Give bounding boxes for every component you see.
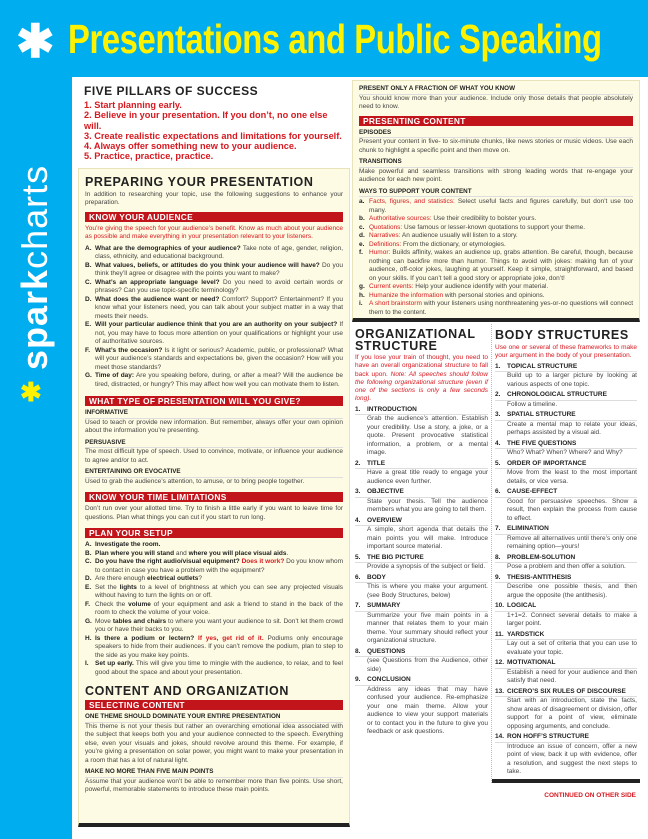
left-column xyxy=(78,80,350,827)
subheading: PRESENT ONLY A FRACTION OF WHAT YOU KNOW xyxy=(359,85,633,95)
item-number: 3. xyxy=(355,488,361,496)
item-number: 7. xyxy=(495,525,501,533)
item-text: An audience usually will listen to a story. xyxy=(400,232,518,239)
item-text: What’s the occasion? xyxy=(95,346,163,354)
list-item xyxy=(85,660,343,677)
item-title: CICERO’S SIX RULES OF DISCOURSE xyxy=(507,687,626,695)
item-letter: a. xyxy=(359,198,365,205)
item-title: SPATIAL STRUCTURE xyxy=(507,411,576,419)
list-item xyxy=(85,296,343,322)
numbered-heading xyxy=(495,411,637,421)
paragraph: The most difficult type of speech. Used to convince, motivate, or influence your audience to agree and/or to act. xyxy=(85,448,343,464)
item-letter: G. xyxy=(85,372,92,380)
item-text: Pose a problem and then offer a solution. xyxy=(507,563,626,571)
item-title: BODY xyxy=(367,573,386,581)
item-number: 3. xyxy=(495,411,501,419)
numbered-heading xyxy=(355,517,488,527)
item-text: lights xyxy=(119,583,137,591)
numbered-heading xyxy=(495,525,637,535)
content-title: CONTENT AND ORGANIZATION xyxy=(85,684,289,699)
item-text: Create a mental map to relate your ideas, perhaps assisted by a visual aid. xyxy=(507,420,637,437)
item-text: Start with an introduction, state the facts, show areas of disagreement or division, offer support for a point of view, eliminate opposing arguments, and conclude. xyxy=(507,697,637,730)
item-number: 8. xyxy=(355,647,361,655)
pillar-item: 1. Start planning early. xyxy=(84,100,182,110)
list-item xyxy=(85,279,343,296)
list-item xyxy=(359,241,633,250)
item-letter: B. xyxy=(85,549,92,557)
item-text: From the dictionary, or etymologies. xyxy=(401,240,506,248)
body-structures xyxy=(492,324,640,783)
preparing-intro: In addition to researching your topic, use the following suggestions to enhance your preparation. xyxy=(85,190,343,207)
numbered-heading xyxy=(355,488,488,498)
item-title: THE FIVE QUESTIONS xyxy=(507,439,577,447)
item-text: Do you have the right audio/visual equipment? xyxy=(95,558,240,566)
item-text: electrical outlets xyxy=(147,575,199,583)
selecting-list-cont xyxy=(359,85,633,112)
audience-intro: You’re giving the speech for your audience’s benefit. Know as much about your audience as possible and make everything in your presentation relevant to your listeners. xyxy=(85,224,343,241)
preparing-title: PREPARING YOUR PRESENTATION xyxy=(85,174,314,189)
item-text: State your thesis. Tell the audience members what you are going to tell them. xyxy=(367,497,488,514)
subheading: TRANSITIONS xyxy=(359,158,633,168)
item-text: If yes, get rid of it. xyxy=(194,634,264,642)
list-item xyxy=(359,198,633,215)
item-letter: f. xyxy=(359,249,363,256)
numbered-heading xyxy=(355,676,488,686)
paragraph: Make powerful and seamless transitions with strong leading words that re-engage your audience for each new point. xyxy=(359,167,633,183)
item-text: Humanize the information xyxy=(369,291,444,299)
item-letter: E. xyxy=(85,321,92,329)
five-pillars xyxy=(78,80,350,168)
paragraph: Present your content in five- to six-minute chunks, like news stories or music videos. Use each chunk to highlight a specific point and then move on. xyxy=(359,138,633,154)
item-title: OVERVIEW xyxy=(367,516,402,524)
item-text: Help your audience identify with your material. xyxy=(413,283,549,290)
item-letter: b. xyxy=(359,215,365,222)
numbered-heading xyxy=(355,554,488,564)
item-text: Podiums only encourage speakers to hide from their audiences. If you can’t remove the podium, plan to step to the side as you make key points. xyxy=(95,634,343,659)
list-item xyxy=(359,215,633,224)
item-text: Does it work? xyxy=(239,558,285,566)
item-title: THE BIG PICTURE xyxy=(367,553,424,561)
item-text: Use their credibility to bolster yours. xyxy=(431,215,537,222)
body-title: BODY STRUCTURES xyxy=(495,328,629,342)
item-text: ? xyxy=(198,575,202,583)
item-text: Lay out a set of criteria that you can use to evaluate your topic. xyxy=(507,640,637,656)
item-letter: B. xyxy=(85,261,92,269)
pillar-item: 5. Practice, practice, practice. xyxy=(84,151,214,162)
time-text: Don’t run over your allotted time. Try to finish a little early if you want to leave time for questions. Plan what things you can cut if you start to run long. xyxy=(85,505,343,521)
organizational-structure xyxy=(352,324,492,783)
numbered-heading xyxy=(355,602,488,612)
section-bar: WHAT TYPE OF PRESENTATION WILL YOU GIVE? xyxy=(85,396,343,406)
subheading: INFORMATIVE xyxy=(85,409,343,419)
item-letter: C. xyxy=(85,558,92,566)
section-bar: PRESENTING CONTENT xyxy=(359,116,633,126)
list-item xyxy=(85,347,343,373)
item-letter: e. xyxy=(359,240,365,248)
item-letter: H. xyxy=(85,634,92,642)
item-letter: h. xyxy=(359,291,365,299)
numbered-heading xyxy=(495,659,637,669)
item-text: volume xyxy=(128,600,151,608)
item-text: What’s an appropriate language level? xyxy=(95,278,220,286)
support-list xyxy=(359,198,633,317)
org-intro: If you lose your train of thought, you need to have an overall organizational structure to fall back upon. Note: All speeches should follow the following organizational structure (even if one of the sections is only a few seconds long). xyxy=(355,354,488,403)
item-text: . xyxy=(286,549,289,557)
presenting-list xyxy=(359,129,633,185)
item-text: with personal stories and opinions. xyxy=(443,291,545,299)
numbered-heading xyxy=(495,631,637,641)
structures-row xyxy=(352,324,640,783)
item-letter: i. xyxy=(359,300,363,307)
numbered-heading xyxy=(495,488,637,498)
list-item xyxy=(85,541,343,550)
item-number: 9. xyxy=(495,573,501,581)
item-number: 6. xyxy=(355,573,361,581)
section-bar: PLAN YOUR SETUP xyxy=(85,528,343,538)
brand-logo: sparkcharts xyxy=(14,164,55,370)
item-letter: d. xyxy=(359,232,365,239)
item-text: What does the audience want or need? xyxy=(95,295,220,303)
list-item xyxy=(85,550,343,559)
item-number: 7. xyxy=(355,602,361,610)
item-title: MOTIVATIONAL xyxy=(507,659,556,667)
item-number: 12. xyxy=(495,659,505,667)
numbered-heading xyxy=(495,391,637,401)
item-letter: G. xyxy=(85,617,92,625)
list-item xyxy=(85,584,343,601)
list-item xyxy=(85,618,343,635)
item-text: Are you speaking before, during, or after a meal? Will the audience be tired, distracted, or hungry? This may affect how well you can motivate them to listen. xyxy=(95,372,343,388)
list-item xyxy=(359,232,633,241)
paragraph: This theme is not your thesis but rather an overarching emotional idea associated with the subject that keeps both you and your audience connected to the speech. Everything else, even your visuals and jokes, should revolve around this theme. For example, if you’re giving a presentation on solar power, you might want to make your presentation in a room that has a lot of natural light. xyxy=(85,722,343,764)
right-column xyxy=(352,80,640,800)
selecting-list xyxy=(85,713,343,795)
item-text: Set up early. xyxy=(95,660,134,668)
item-title: QUESTIONS xyxy=(367,647,406,655)
item-text: Narratives: xyxy=(369,232,401,239)
item-text: Select useful facts and figures carefully, but don’t use too many. xyxy=(369,198,633,214)
item-title: OBJECTIVE xyxy=(367,488,404,496)
item-text: of your equipment and ask a friend to stand in the back of the room to check the volume of your voice. xyxy=(95,600,343,617)
numbered-heading xyxy=(355,460,488,470)
numbered-heading xyxy=(495,440,637,450)
item-text: A simple, short agenda that details the main points you will make. Introduce important source material. xyxy=(367,526,488,551)
list-item xyxy=(85,321,343,347)
item-number: 2. xyxy=(355,459,361,467)
item-title: INTRODUCTION xyxy=(367,405,417,413)
item-letter: F. xyxy=(85,600,91,608)
item-title: CAUSE-EFFECT xyxy=(507,488,558,496)
item-text: and xyxy=(174,549,189,557)
item-title: RON HOFF’S STRUCTURE xyxy=(507,733,589,741)
item-text: Plan where you will stand xyxy=(95,549,175,557)
item-text: to where you want your audience to sit. Don’t let them crowd you or have their backs to you. xyxy=(95,617,344,634)
item-text: What values, beliefs, or attitudes do you think your audience will have? xyxy=(95,261,320,269)
body-intro: Use one or several of these frameworks to make your argument in the body of your presentation. xyxy=(495,344,637,360)
item-text: Do you know whom to contact in case you have a problem with the equipment? xyxy=(95,558,343,574)
item-text: Summarize your five main points in a manner that relates them to your main theme. Your summary should reflect your organizational structure. xyxy=(367,611,488,645)
item-title: TOPICAL STRUCTURE xyxy=(507,362,578,370)
body-list xyxy=(495,363,637,777)
paragraph: You should know more than your audience. Include only those details that people absolutely need to know. xyxy=(359,94,633,110)
item-text: Address any ideas that may have confused your audience. Re-emphasize your one main theme. Allow your audience to view your support materials or to contact you in the future to give you feedback or ask questions. xyxy=(367,685,488,736)
numbered-heading xyxy=(355,406,488,416)
item-text: A short brainstorm xyxy=(369,300,422,307)
item-text: Current events: xyxy=(369,283,414,290)
list-item xyxy=(359,224,633,233)
item-title: TITLE xyxy=(367,459,386,467)
section-bar: SELECTING CONTENT xyxy=(85,700,343,710)
item-text: Is it light or serious? Academic, public, or professional? What will your audience’s standards and expectations be, given the occasion? How will you meet those standards? xyxy=(95,346,343,371)
list-item xyxy=(359,292,633,301)
section-bar: KNOW YOUR AUDIENCE xyxy=(85,212,343,222)
item-letter: A. xyxy=(85,244,92,252)
item-number: 5. xyxy=(495,459,501,467)
item-text: Introduce an issue of concern, offer a new point of view, back it up with evidence, offer a resolution, and suggest the next steps to take. xyxy=(507,742,637,776)
item-title: YARDSTICK xyxy=(507,630,545,638)
item-number: 1. xyxy=(355,405,361,413)
pillar-item: 3. Create realistic expectations and limitations for yourself. xyxy=(84,130,342,141)
item-letter: A. xyxy=(85,541,92,549)
section-bar: KNOW YOUR TIME LIMITATIONS xyxy=(85,492,343,502)
list-item xyxy=(85,635,343,661)
numbered-heading xyxy=(495,554,637,564)
item-text: Authoritative sources: xyxy=(369,215,432,222)
list-item xyxy=(85,262,343,279)
item-number: 8. xyxy=(495,553,501,561)
item-text: Good for persuasive speeches. Show a result, then explain the process from cause to effect. xyxy=(507,497,637,522)
item-text: with your listeners using nonthreatening yes-or-no questions will connect them to the content. xyxy=(369,300,633,316)
item-text: Use famous or lesser-known quotations to support your theme. xyxy=(402,223,586,231)
numbered-heading xyxy=(495,574,637,584)
item-letter: I. xyxy=(85,660,89,668)
item-number: 10. xyxy=(495,602,505,610)
item-text: Do you need to avoid certain words or phrases? Can you use topic-specific terminology? xyxy=(95,278,343,295)
subheading: PERSUASIVE xyxy=(85,439,343,449)
item-text: Establish a need for your audience and then satisfy that need. xyxy=(507,668,637,685)
item-text: (see Questions from the Audience, other side) xyxy=(367,657,488,673)
item-text: Definitions: xyxy=(369,240,402,248)
item-title: SUMMARY xyxy=(367,602,401,610)
item-title: LOGICAL xyxy=(507,602,537,610)
item-text: Who? What? When? Where? and Why? xyxy=(507,449,623,457)
asterisk-icon: ✱ xyxy=(16,15,55,67)
item-number: 14. xyxy=(495,733,505,741)
item-text: Move xyxy=(95,617,113,625)
list-item xyxy=(85,575,343,584)
item-text: Check the xyxy=(95,600,129,608)
item-letter: F. xyxy=(85,346,91,354)
item-text: What are the demographics of your audience? xyxy=(95,244,241,252)
subheading: ENTERTAINING OR EVOCATIVE xyxy=(85,468,343,478)
item-number: 11. xyxy=(495,630,504,638)
subheading: MAKE NO MORE THAN FIVE MAIN POINTS xyxy=(85,768,343,778)
item-text: Build up to a larger picture by looking at various aspects of one topic. xyxy=(507,372,637,388)
page-title: Presentations and Public Speaking xyxy=(68,16,602,62)
item-text: Investigate the room. xyxy=(95,541,161,549)
asterisk-icon: ✱ xyxy=(20,377,42,407)
item-letter: E. xyxy=(85,583,92,591)
item-number: 1. xyxy=(495,362,501,370)
types-list xyxy=(85,409,343,486)
item-text: Take note of age, gender, religion, class, ethnicity, and educational background. xyxy=(95,244,343,261)
list-item xyxy=(359,283,633,292)
item-number: 6. xyxy=(495,488,501,496)
list-item xyxy=(359,300,633,317)
item-text: Move from the least to the most important details, or vice versa. xyxy=(507,469,637,485)
item-text: Builds affinity, wakes an audience up, grabs attention. Be careful, though, because nothing can backfire more than humor. Things to avoid with jokes: making fun of your audience, off-color jokes, laughing at yourself. Keep it simple, straightforward, and based on your skills. If you can’t tell a good story or appropriate joke, don’t! xyxy=(369,249,633,282)
right-top-section xyxy=(352,80,640,322)
paragraph: Used to grab the audience’s attention, to amuse, or to bring people together. xyxy=(85,477,305,485)
item-text: Humor: xyxy=(369,249,391,256)
item-letter: c. xyxy=(359,223,365,231)
item-text: 1+1=2. Connect several details to make a larger point. xyxy=(507,611,637,628)
paragraph: Assume that your audience won’t be able to remember more than five points. Use short, powerful, memorable statements to introduce these main points. xyxy=(85,777,343,794)
item-number: 4. xyxy=(495,439,501,447)
item-text: Describe one possible thesis, and then argue the opposite (the antithesis). xyxy=(507,583,637,599)
item-number: 9. xyxy=(355,676,361,684)
item-title: PROBLEM-SOLUTION xyxy=(507,553,576,561)
numbered-heading xyxy=(495,460,637,470)
item-text: Facts, figures, and statistics: xyxy=(369,198,455,205)
paragraph: Used to teach or provide new information. But remember, always offer your own opinion about the information you’re presenting. xyxy=(85,418,343,435)
item-text: This will give you time to mingle with the audience, to relax, and to feel good about the space and about your presentation. xyxy=(95,660,343,676)
item-text: Are there enough xyxy=(95,575,148,583)
org-list xyxy=(355,406,488,737)
list-item xyxy=(85,245,343,262)
pillar-item: 4. Always offer something new to your audience. xyxy=(84,141,297,152)
item-text: Grab the audience’s attention. Establish your credibility. Use a story, a joke, or a quote. Present provocative statistical information, a problem, or a mental image. xyxy=(367,415,488,457)
audience-list xyxy=(85,245,343,390)
numbered-heading xyxy=(495,733,637,743)
numbered-heading xyxy=(495,363,637,373)
item-text: Comfort? Support? Entertainment? If you know what your listeners need, you can talk about your subject matter in a way that meets their needs. xyxy=(95,295,343,320)
list-item xyxy=(85,601,343,618)
item-letter: D. xyxy=(85,575,92,583)
item-text: to a level of brightness at which you can see any projected visuals without having to turn the lights on or off. xyxy=(95,583,344,600)
item-letter: g. xyxy=(359,283,365,290)
item-text: Quotations: xyxy=(369,223,403,231)
item-text: Will your particular audience think that you are an authority on your subject? xyxy=(95,321,338,329)
item-text: Is there a podium or lectern? xyxy=(95,634,195,642)
numbered-heading xyxy=(355,574,488,584)
list-item xyxy=(359,249,633,283)
item-title: ELIMINATION xyxy=(507,525,549,533)
numbered-heading xyxy=(495,602,637,612)
item-text: Follow a timeline. xyxy=(507,400,558,408)
item-text: where you will place visual aids xyxy=(188,549,287,557)
item-number: 4. xyxy=(355,516,361,524)
list-item xyxy=(85,558,343,575)
item-number: 2. xyxy=(495,391,501,399)
item-text: Time of day: xyxy=(95,372,135,380)
support-title: WAYS TO SUPPORT YOUR CONTENT xyxy=(359,188,633,198)
item-title: CONCLUSION xyxy=(367,676,411,684)
item-number: 5. xyxy=(355,553,361,561)
subheading: EPISODES xyxy=(359,129,633,139)
org-title: ORGANIZATIONAL STRUCTURE xyxy=(355,327,476,353)
pillar-item: 2. Believe in your presentation. If you don’t, no one else will. xyxy=(84,110,328,131)
numbered-heading xyxy=(355,648,488,658)
item-text: Have a great title ready to engage your audience even further. xyxy=(367,469,488,485)
continued-note: CONTINUED ON OTHER SIDE xyxy=(544,791,636,799)
numbered-heading xyxy=(495,688,637,698)
setup-list xyxy=(85,541,343,677)
item-letter: C. xyxy=(85,278,92,286)
pillars-title: FIVE PILLARS OF SUCCESS xyxy=(84,84,259,98)
item-title: THESIS-ANTITHESIS xyxy=(507,573,572,581)
list-item xyxy=(85,372,343,389)
item-text: This is where you make your argument. (see Body Structures, below) xyxy=(367,583,488,599)
item-title: CHRONOLOGICAL STRUCTURE xyxy=(507,391,607,399)
subheading: ONE THEME SHOULD DOMINATE YOUR ENTIRE PRESENTATION xyxy=(85,713,343,723)
pillars-list xyxy=(84,100,344,162)
item-text: Provide a synopsis of the subject or field. xyxy=(367,563,486,571)
item-text: If not, you may have to focus more attention on your qualifications or highlight your use of authoritative sources. xyxy=(95,321,344,346)
preparing-section xyxy=(78,168,350,827)
item-text: tables and chairs xyxy=(112,617,167,625)
item-text: Do you think they’ll agree or disagree with the points you want to make? xyxy=(95,261,343,278)
item-text: Remove all alternatives until there’s only one remaining option—yours! xyxy=(507,534,637,551)
item-letter: D. xyxy=(85,295,92,303)
item-text: Set the xyxy=(95,583,120,591)
page-content xyxy=(72,77,648,839)
item-number: 13. xyxy=(495,687,505,695)
item-title: ORDER OF IMPORTANCE xyxy=(507,459,587,467)
